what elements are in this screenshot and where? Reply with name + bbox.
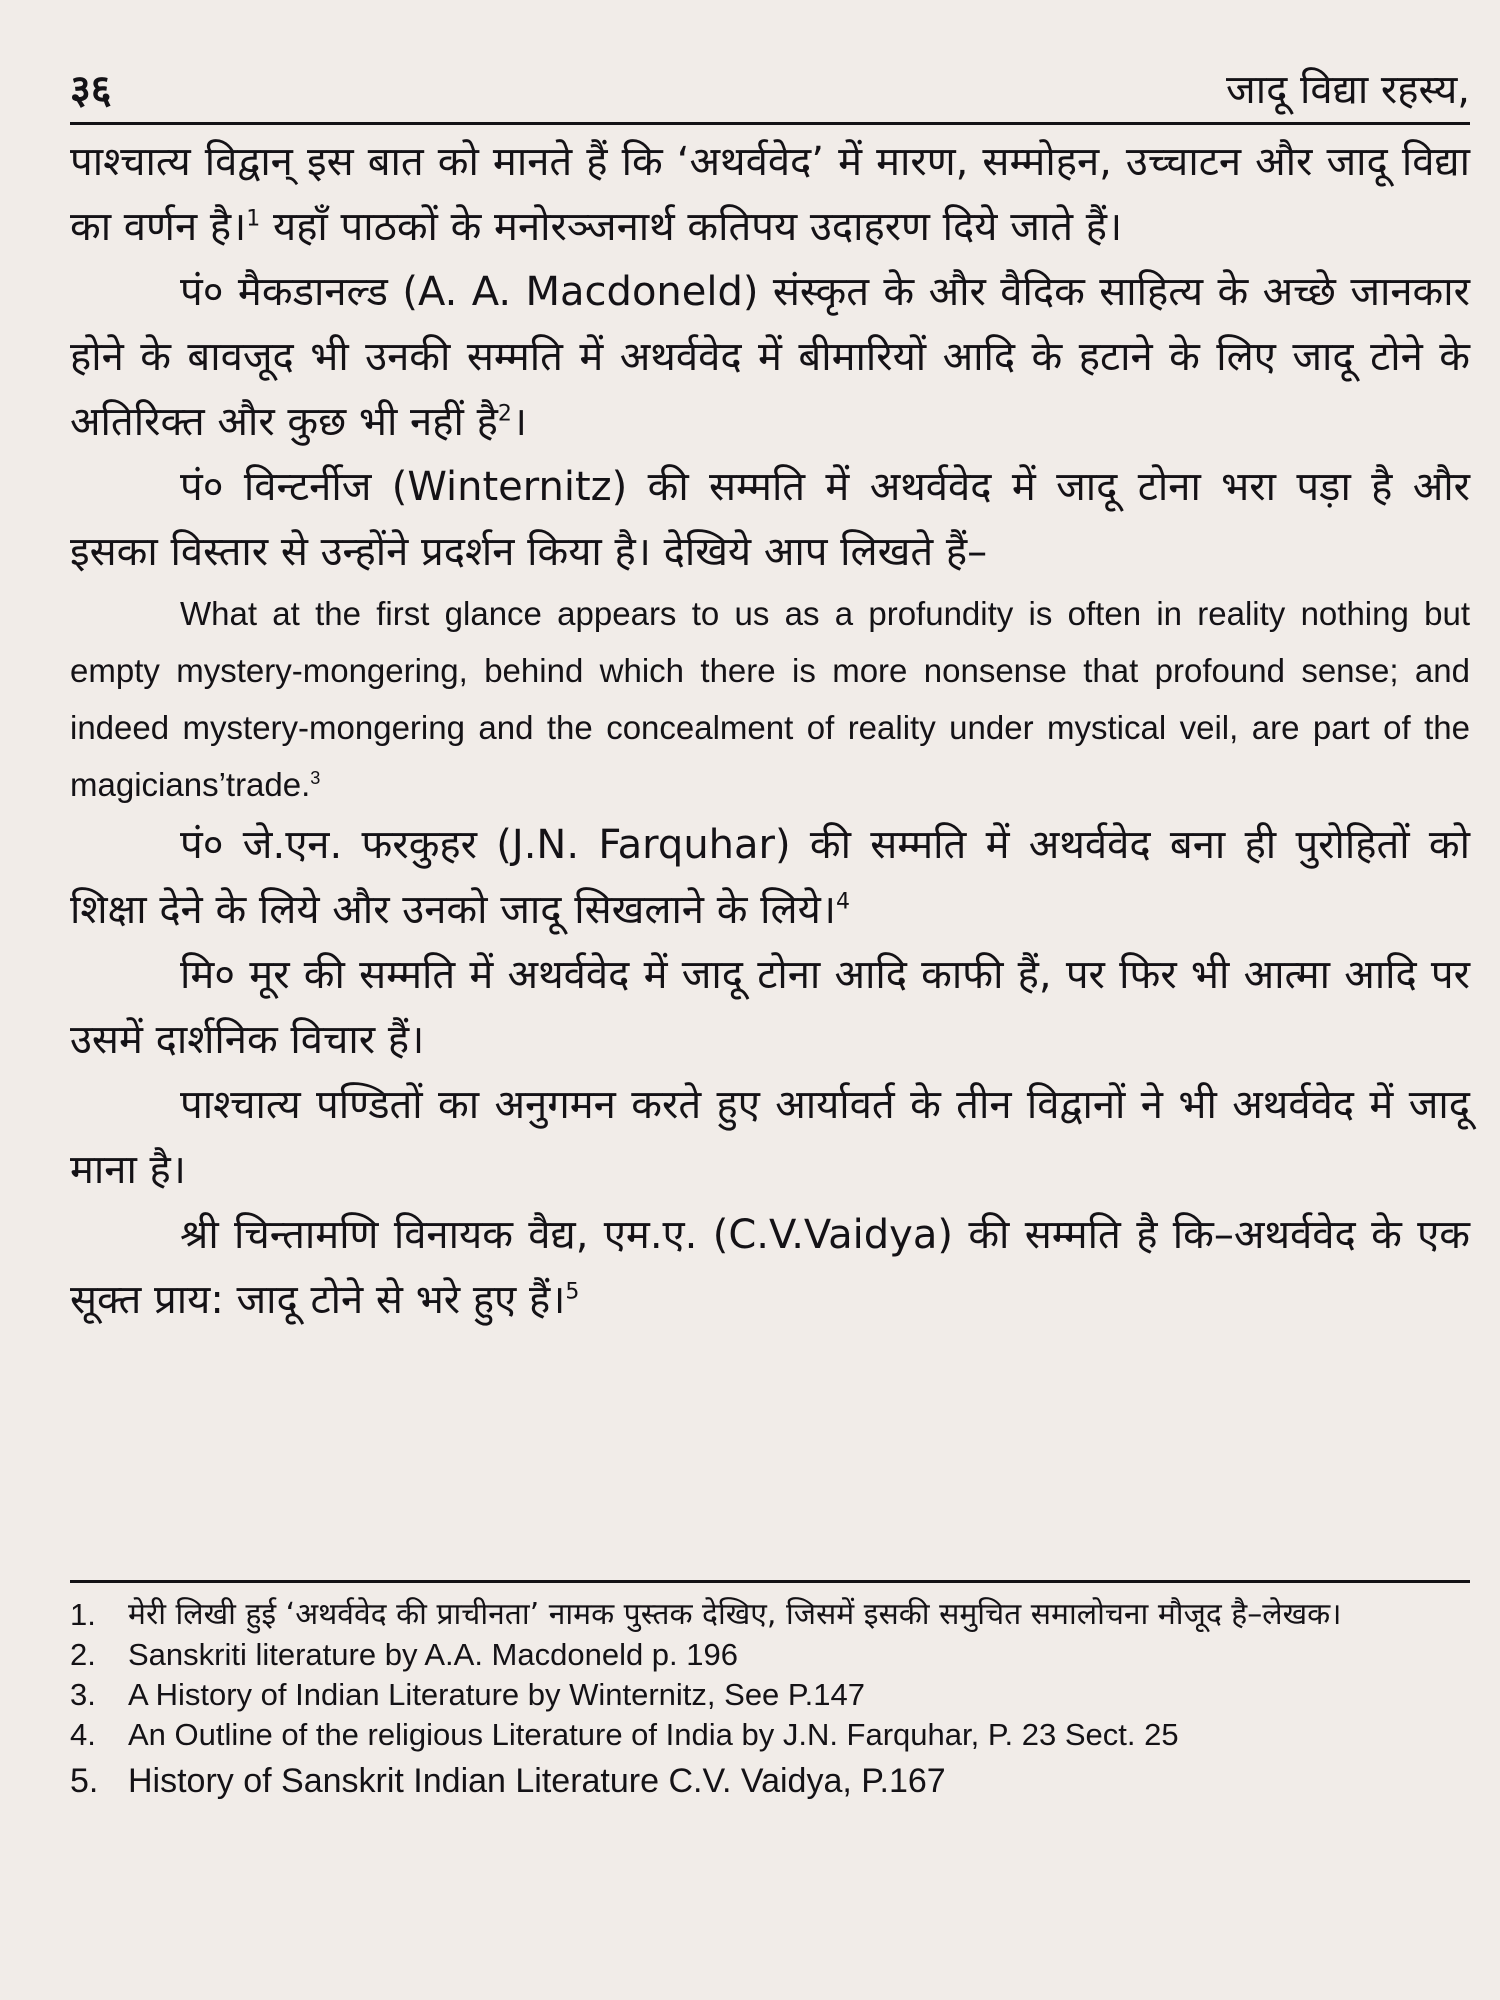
- footnote-text: A History of Indian Literature by Winternitz, See P.147: [128, 1677, 865, 1712]
- english-quote: What at the first glance appears to us as a profundity is often in reality nothing but empty mystery-mongering, behind which there is more nonsense that profound sense; and indeed mystery-mongering and the concealment of reality under mystical veil, are part of the magicians’trade.$^3$: [70, 595, 1470, 803]
- footnote-text: History of Sanskrit Indian Literature C.V. Vaidya, P.167: [128, 1762, 946, 1800]
- footnote-ref: 3: [310, 768, 321, 788]
- footnote-ref: 1: [246, 206, 261, 232]
- footnotes: [70, 1595, 1470, 1803]
- footnote-number: 2.: [70, 1637, 96, 1672]
- book-page: [70, 50, 1470, 1970]
- footnote-number: 1.: [70, 1597, 96, 1632]
- footnote-number: 3.: [70, 1677, 96, 1712]
- page-number: ३६: [70, 67, 112, 113]
- footnote-rule: [70, 1580, 1470, 1583]
- footnote-item: [70, 1635, 1470, 1675]
- footnote-text: मेरी लिखी हुई ‘अथर्ववेद की प्राचीनता’ नामक पुस्तक देखिए, जिसमें इसकी समुचित समालोचना मौजूद है–लेखक।: [128, 1597, 1342, 1632]
- paragraph: मि० मूर की सम्मति में अथर्ववेद में जादू टोना आदि काफी हैं, पर फिर भी आत्मा आदि पर उसमें दार्शनिक विचार हैं।: [70, 952, 1470, 1063]
- paragraph: श्री चिन्तामणि विनायक वैद्य, एम.ए. (C.V.Vaidya) की सम्मति है कि–अथर्ववेद के एक सूक्त प्राय: जादू टोने से भरे हुए हैं।$^5$: [70, 1212, 1470, 1323]
- body-text: [70, 130, 1470, 1333]
- footnote-ref: 2: [497, 401, 512, 427]
- footnote-number: 4.: [70, 1717, 96, 1752]
- paragraph: पं० जे.एन. फरकुहर (J.N. Farquhar) की सम्मति में अथर्ववेद बना ही पुरोहितों को शिक्षा देने के लिये और उनको जादू सिखलाने के लिये।$^4$: [70, 822, 1470, 933]
- footnote-item: [70, 1595, 1470, 1635]
- footnote-ref: 5: [565, 1279, 580, 1305]
- header-rule: [70, 122, 1470, 125]
- footnote-ref: 4: [836, 889, 850, 915]
- paragraph: पं० मैकडानल्ड (A. A. Macdoneld) संस्कृत के और वैदिक साहित्य के अच्छे जानकार होने के बावजूद भी उनकी सम्मति में अथर्ववेद में बीमारियों आदि के हटाने के लिए जादू टोने के अतिरिक्त और कुछ भी नहीं है$^2$।: [70, 269, 1470, 445]
- running-title: जादू विद्या रहस्य,: [1226, 67, 1470, 113]
- footnote-text: An Outline of the religious Literature of India by J.N. Farquhar, P. 23 Sect. 25: [128, 1717, 1179, 1752]
- footnote-item: [70, 1715, 1470, 1755]
- page-header: [70, 60, 1470, 120]
- footnote-number: 5.: [70, 1762, 99, 1800]
- footnote-item: [70, 1675, 1470, 1715]
- paragraph: पं० विन्टर्नीज (Winternitz) की सम्मति में अथर्ववेद में जादू टोना भरा पड़ा है और इसका विस्तार से उन्होंने प्रदर्शन किया है। देखिये आप लिखते हैं–: [70, 464, 1470, 575]
- paragraph: पाश्चात्य पण्डितों का अनुगमन करते हुए आर्यावर्त के तीन विद्वानों ने भी अथर्ववेद में जादू माना है।: [70, 1082, 1470, 1193]
- footnote-item: [70, 1759, 1470, 1803]
- footnote-text: Sanskriti literature by A.A. Macdoneld p. 196: [128, 1637, 738, 1672]
- paragraph: पाश्चात्य विद्वान् इस बात को मानते हैं कि ‘अथर्ववेद’ में मारण, सम्मोहन, उच्चाटन और जादू विद्या का वर्णन है।$^1$ यहाँ पाठकों के मनोरञ्जनार्थ कतिपय उदाहरण दिये जाते हैं।: [70, 139, 1470, 250]
